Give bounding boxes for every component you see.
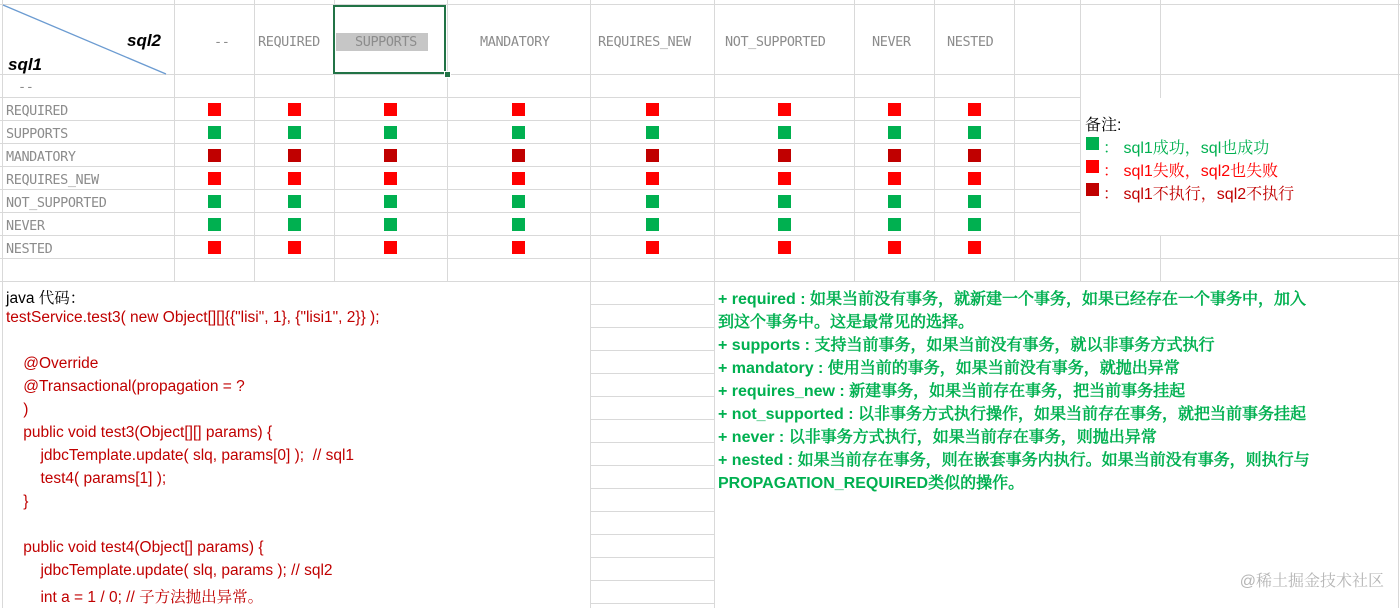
grid-line bbox=[590, 350, 714, 351]
status-cell bbox=[512, 218, 525, 231]
col-header: REQUIRES_NEW bbox=[598, 34, 691, 50]
status-cell bbox=[646, 195, 659, 208]
status-cell bbox=[778, 149, 791, 162]
row-header: SUPPORTS bbox=[6, 126, 68, 142]
desc-line: PROPAGATION_REQUIRED类似的操作。 bbox=[718, 475, 1025, 492]
corner-col-label: sql2 bbox=[127, 31, 162, 50]
grid-line bbox=[590, 603, 714, 604]
fill-handle[interactable] bbox=[444, 71, 451, 78]
status-cell bbox=[968, 149, 981, 162]
status-cell bbox=[646, 103, 659, 116]
status-cell bbox=[384, 149, 397, 162]
status-cell bbox=[646, 172, 659, 185]
status-cell bbox=[384, 195, 397, 208]
grid-line bbox=[590, 442, 714, 443]
status-cell bbox=[288, 103, 301, 116]
code-line: int a = 1 / 0; // 子方法抛出异常。 bbox=[6, 589, 264, 606]
legend-swatch-green bbox=[1086, 137, 1099, 150]
watermark: @稀土掘金技术社区 bbox=[1239, 573, 1384, 590]
status-cell bbox=[512, 149, 525, 162]
desc-line: + not_supported : 以非事务方式执行操作，如果当前存在事务，就把当前事务挂起 bbox=[718, 406, 1307, 423]
grid-line bbox=[0, 258, 1400, 259]
status-cell bbox=[888, 126, 901, 139]
status-cell bbox=[512, 103, 525, 116]
desc-line: 到这个事务中。这是最常见的选择。 bbox=[718, 314, 975, 331]
code-line: jdbcTemplate.update( slq, params[0] ); // sql1 bbox=[6, 447, 355, 464]
status-cell bbox=[288, 149, 301, 162]
col-header: REQUIRED bbox=[258, 34, 320, 50]
code-line: ) bbox=[6, 401, 29, 418]
desc-line: + never : 以非事务方式执行，如果当前存在事务，则抛出异常 bbox=[718, 429, 1157, 446]
row-header: REQUIRED bbox=[6, 103, 68, 119]
status-cell bbox=[208, 218, 221, 231]
grid-line bbox=[590, 304, 714, 305]
status-cell bbox=[384, 241, 397, 254]
desc-line: + nested : 如果当前存在事务，则在嵌套事务内执行。如果当前没有事务，则执行与 bbox=[718, 452, 1310, 469]
grid-line bbox=[590, 373, 714, 374]
status-cell bbox=[208, 241, 221, 254]
grid-line bbox=[0, 97, 1080, 98]
legend-item-not-executed: ： sql1不执行，sql2不执行 bbox=[1103, 186, 1295, 203]
status-cell bbox=[512, 195, 525, 208]
status-cell bbox=[288, 218, 301, 231]
status-cell bbox=[646, 149, 659, 162]
grid-line bbox=[0, 189, 1080, 190]
status-cell bbox=[384, 172, 397, 185]
grid-line bbox=[0, 143, 1080, 144]
status-cell bbox=[968, 172, 981, 185]
status-cell bbox=[646, 126, 659, 139]
code-line: } bbox=[6, 493, 29, 510]
status-cell bbox=[968, 241, 981, 254]
grid-line bbox=[0, 4, 1400, 5]
status-cell bbox=[288, 172, 301, 185]
grid-line bbox=[0, 235, 1400, 236]
col-header: SUPPORTS bbox=[355, 34, 417, 50]
code-line: jdbcTemplate.update( slq, params ); // sql2 bbox=[6, 562, 333, 579]
grid-line bbox=[590, 580, 714, 581]
grid-line bbox=[0, 166, 1080, 167]
status-cell bbox=[512, 172, 525, 185]
code-line: test4( params[1] ); bbox=[6, 470, 167, 487]
status-cell bbox=[888, 149, 901, 162]
status-cell bbox=[384, 103, 397, 116]
desc-line: + required : 如果当前没有事务，就新建一个事务，如果已经存在一个事务中，加入 bbox=[718, 291, 1307, 308]
status-cell bbox=[968, 195, 981, 208]
legend-item-success: ： sql1成功，sql也成功 bbox=[1103, 140, 1270, 157]
status-cell bbox=[778, 195, 791, 208]
desc-line: + mandatory : 使用当前的事务，如果当前没有事务，就抛出异常 bbox=[718, 360, 1180, 377]
status-cell bbox=[778, 172, 791, 185]
row-header: NOT_SUPPORTED bbox=[6, 195, 107, 211]
status-cell bbox=[968, 218, 981, 231]
desc-line: + requires_new : 新建事务，如果当前存在事务，把当前事务挂起 bbox=[718, 383, 1186, 400]
desc-line: + supports : 支持当前事务，如果当前没有事务，就以非事务方式执行 bbox=[718, 337, 1215, 354]
code-line: testService.test3( new Object[][]{{"lisi", 1}, {"lisi1", 2}} ); bbox=[6, 309, 380, 326]
row-header: MANDATORY bbox=[6, 149, 76, 165]
col-header: MANDATORY bbox=[480, 34, 550, 50]
status-cell bbox=[888, 241, 901, 254]
grid-line bbox=[590, 534, 714, 535]
code-line: public void test3(Object[][] params) { bbox=[6, 424, 273, 441]
status-cell bbox=[778, 103, 791, 116]
status-cell bbox=[888, 218, 901, 231]
grid-line bbox=[590, 419, 714, 420]
status-cell bbox=[888, 103, 901, 116]
grid-line bbox=[590, 488, 714, 489]
status-cell bbox=[646, 218, 659, 231]
grid-line bbox=[0, 120, 1080, 121]
status-cell bbox=[288, 195, 301, 208]
corner-row-label: sql1 bbox=[8, 55, 43, 74]
grid-line bbox=[1398, 0, 1399, 608]
col-header: NOT_SUPPORTED bbox=[725, 34, 826, 50]
status-cell bbox=[968, 103, 981, 116]
grid-line bbox=[590, 465, 714, 466]
status-cell bbox=[512, 241, 525, 254]
status-cell bbox=[778, 126, 791, 139]
code-line: @Override bbox=[6, 355, 99, 372]
row-header: NESTED bbox=[6, 241, 53, 257]
status-cell bbox=[778, 241, 791, 254]
status-cell bbox=[208, 149, 221, 162]
grid-line bbox=[590, 396, 714, 397]
col-header: NEVER bbox=[872, 34, 911, 50]
status-cell bbox=[208, 195, 221, 208]
status-cell bbox=[968, 126, 981, 139]
status-cell bbox=[384, 126, 397, 139]
legend-swatch-darkred bbox=[1086, 183, 1099, 196]
grid-line bbox=[590, 327, 714, 328]
grid-line bbox=[590, 511, 714, 512]
row-header: NEVER bbox=[6, 218, 45, 234]
code-line: public void test4(Object[] params) { bbox=[6, 539, 264, 556]
col-header: -- bbox=[214, 34, 230, 50]
status-cell bbox=[288, 126, 301, 139]
status-cell bbox=[888, 172, 901, 185]
status-cell bbox=[512, 126, 525, 139]
row-header: -- bbox=[18, 79, 34, 95]
grid-line bbox=[0, 74, 1400, 75]
status-cell bbox=[778, 218, 791, 231]
legend-item-failure: ： sql1失败，sql2也失败 bbox=[1103, 163, 1279, 180]
grid-line bbox=[0, 212, 1080, 213]
status-cell bbox=[208, 172, 221, 185]
code-heading: java 代码： bbox=[6, 290, 86, 307]
legend-title: 备注: bbox=[1085, 117, 1122, 134]
code-line: @Transactional(propagation = ? bbox=[6, 378, 245, 395]
col-header: NESTED bbox=[947, 34, 994, 50]
status-cell bbox=[288, 241, 301, 254]
legend-swatch-red bbox=[1086, 160, 1099, 173]
status-cell bbox=[384, 218, 397, 231]
status-cell bbox=[208, 103, 221, 116]
code-block-bg bbox=[3, 282, 590, 608]
status-cell bbox=[646, 241, 659, 254]
status-cell bbox=[208, 126, 221, 139]
status-cell bbox=[888, 195, 901, 208]
grid-line bbox=[590, 557, 714, 558]
selected-cell[interactable] bbox=[333, 5, 446, 74]
row-header: REQUIRES_NEW bbox=[6, 172, 99, 188]
